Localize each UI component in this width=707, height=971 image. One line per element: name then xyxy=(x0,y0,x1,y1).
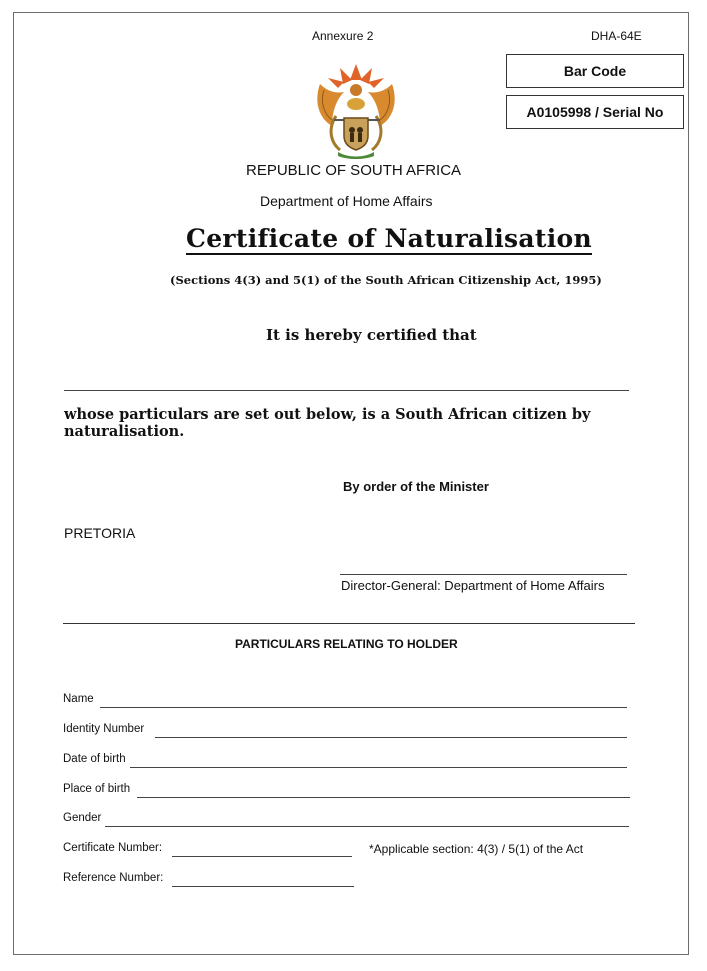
date-of-birth-field[interactable] xyxy=(130,756,627,768)
signature-line xyxy=(340,574,627,575)
place-of-birth-label: Place of birth xyxy=(63,783,131,795)
department-heading: Department of Home Affairs xyxy=(260,193,433,209)
republic-heading: REPUBLIC OF SOUTH AFRICA xyxy=(246,162,462,179)
place-of-birth-field[interactable] xyxy=(137,786,630,798)
citizenship-statement: whose particulars are set out below, is a South African citizen by naturalisation. xyxy=(64,406,591,440)
certificate-title xyxy=(186,224,592,253)
gender-label: Gender xyxy=(63,812,102,824)
signatory-label: Director-General: Department of Home Affairs xyxy=(341,578,605,593)
section-divider xyxy=(63,623,635,624)
applicable-section-note: *Applicable section: 4(3) / 5(1) of the Act xyxy=(369,842,584,856)
title-underline xyxy=(186,253,592,255)
coat-of-arms-icon xyxy=(310,60,402,160)
certificate-title-text: Certificate of Naturalisation xyxy=(186,224,592,253)
certificate-number-field[interactable] xyxy=(172,845,352,857)
name-field[interactable] xyxy=(100,696,627,708)
sections-note: (Sections 4(3) and 5(1) of the South African Citizenship Act, 1995) xyxy=(170,273,602,287)
serial-number-box xyxy=(506,95,684,129)
reference-number-field[interactable] xyxy=(172,875,354,887)
place-label: PRETORIA xyxy=(64,525,136,541)
form-code: DHA-64E xyxy=(591,29,642,43)
reference-number-label: Reference Number: xyxy=(63,872,164,884)
holder-name-line xyxy=(64,390,629,391)
holder-section-title: PARTICULARS RELATING TO HOLDER xyxy=(235,637,458,651)
identity-number-label: Identity Number xyxy=(63,723,145,735)
certificate-number-label: Certificate Number: xyxy=(63,842,163,854)
identity-number-field[interactable] xyxy=(155,726,627,738)
bar-code-box xyxy=(506,54,684,88)
gender-field[interactable] xyxy=(105,815,629,827)
certified-statement: It is hereby certified that xyxy=(266,326,477,344)
serial-number-label: A0105998 / Serial No xyxy=(526,104,664,120)
annexure-label: Annexure 2 xyxy=(312,29,374,43)
by-order-label: By order of the Minister xyxy=(343,479,489,494)
bar-code-label: Bar Code xyxy=(563,63,627,79)
date-of-birth-label: Date of birth xyxy=(63,753,126,765)
name-label: Name xyxy=(63,693,94,705)
